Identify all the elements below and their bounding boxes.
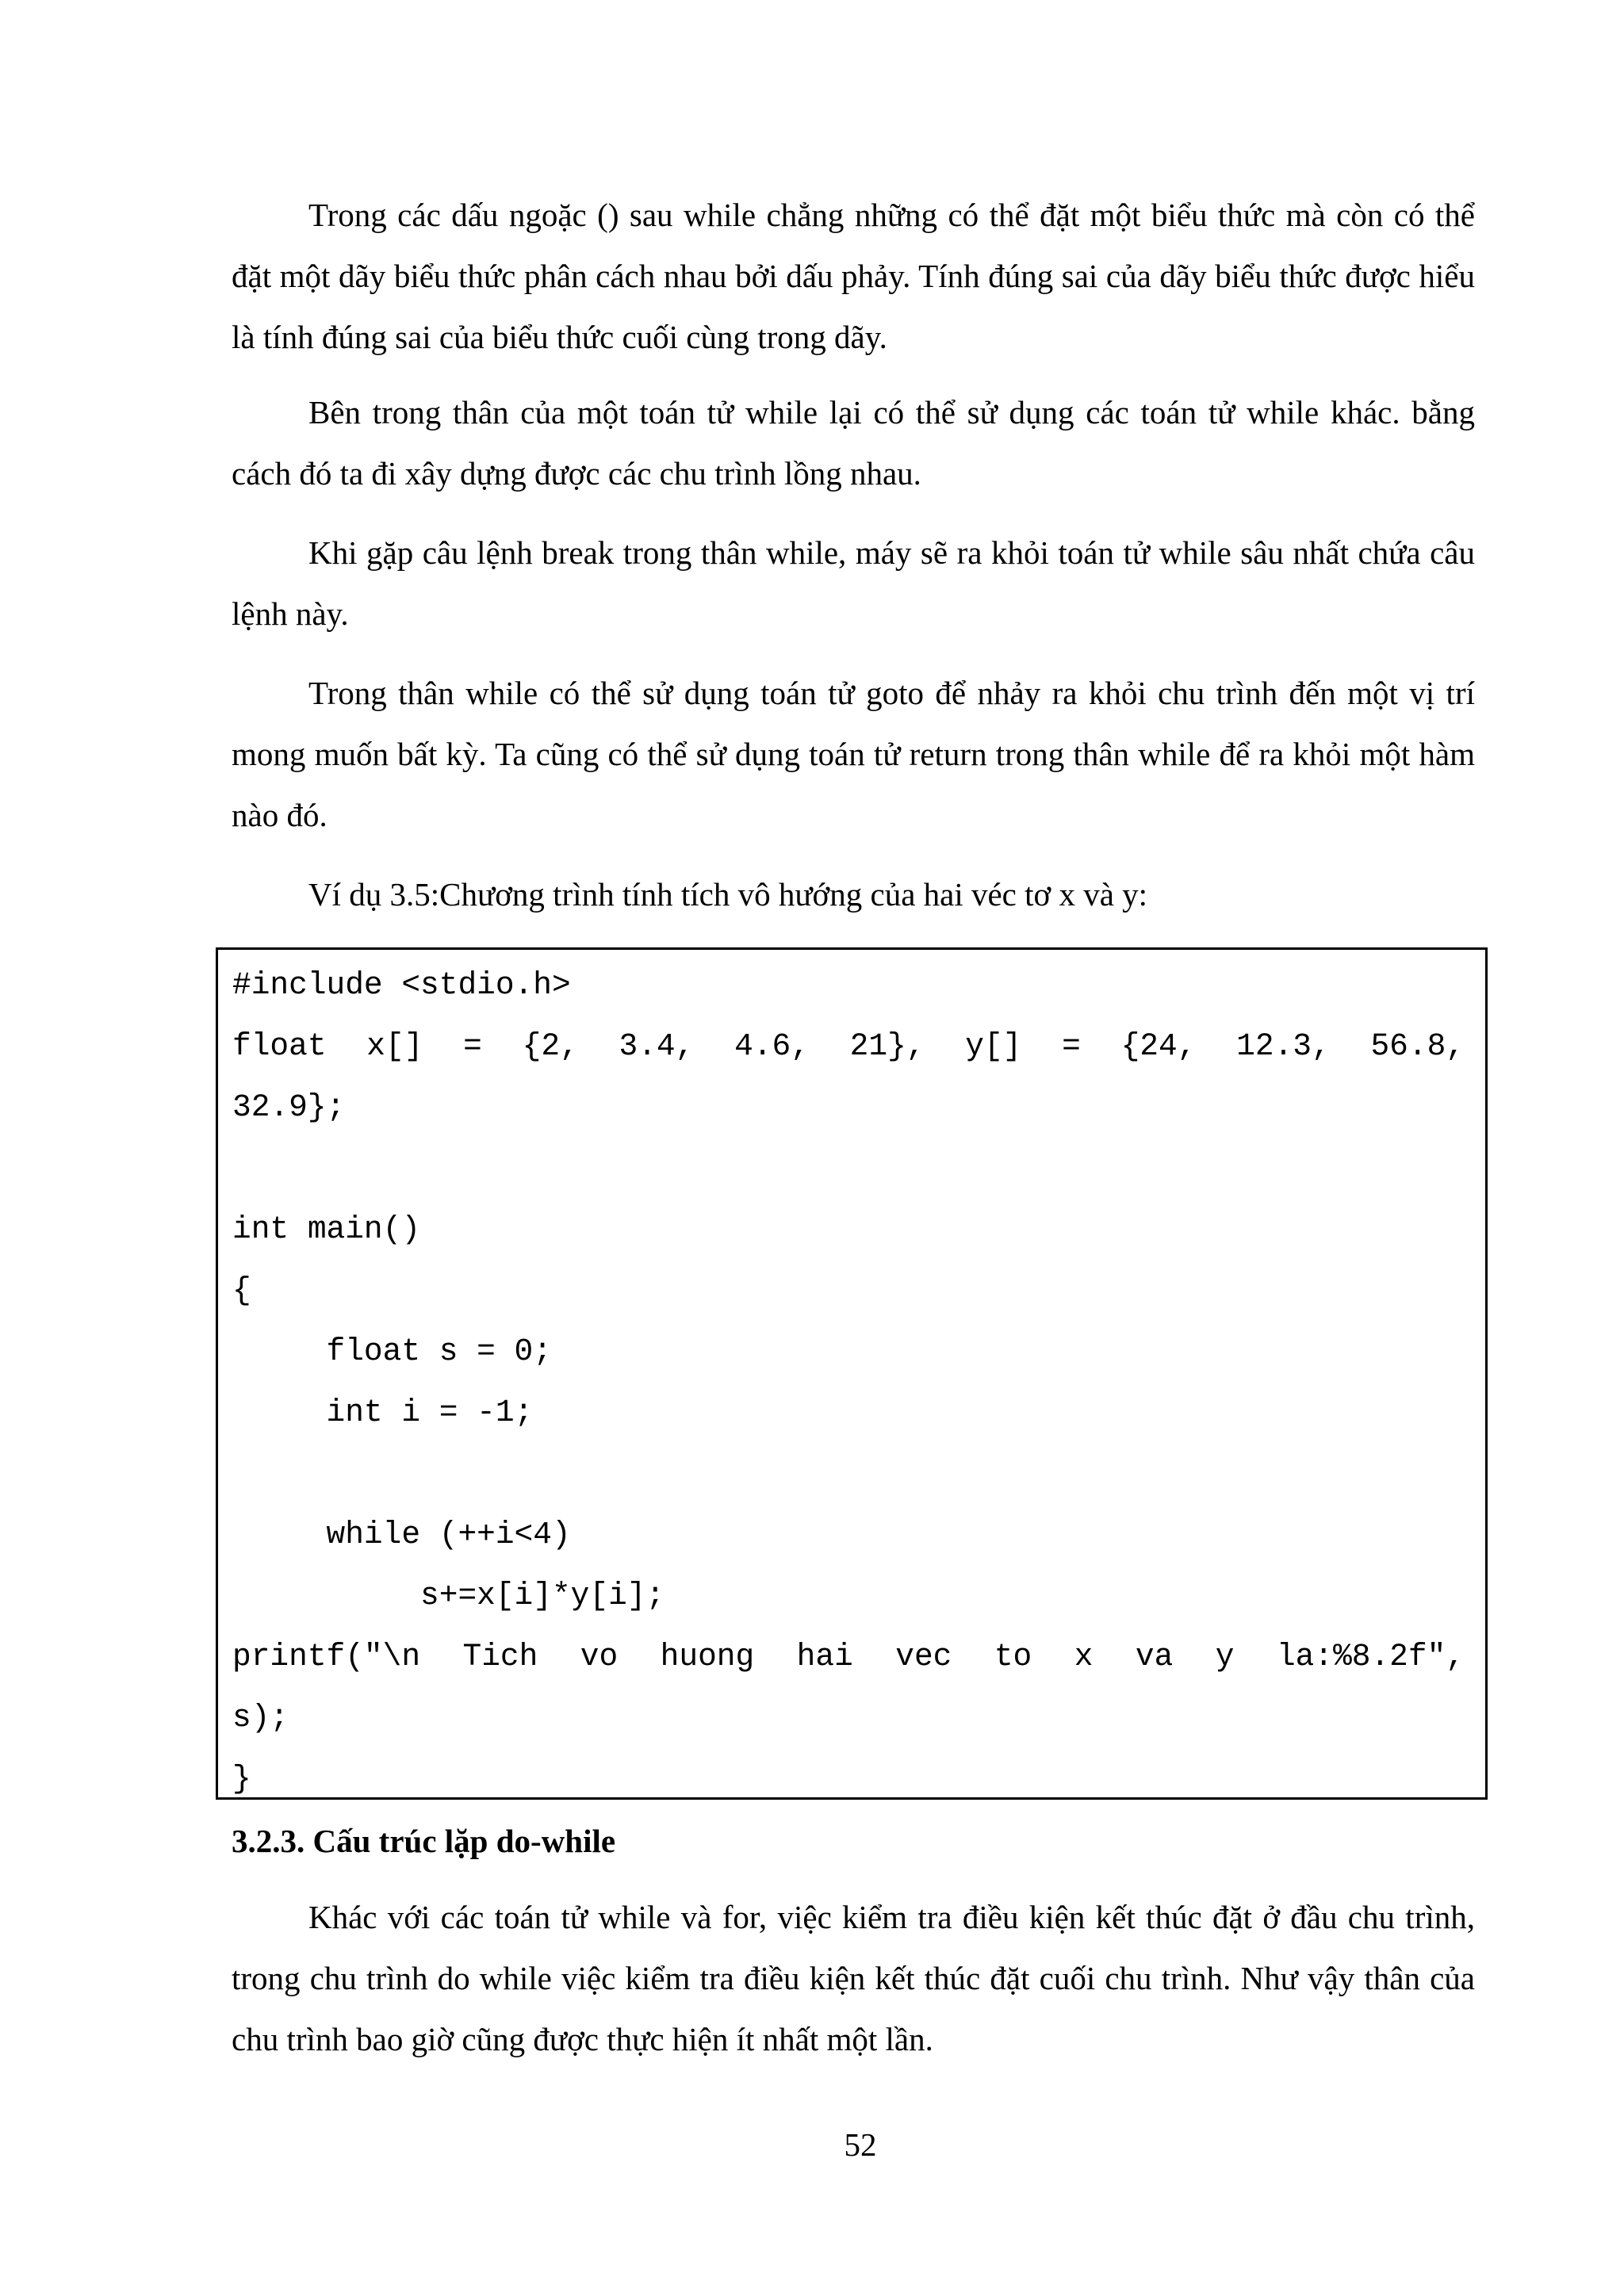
code-line: printf("\n Tich vo huong hai vec to x va y la:%8.2f", [232,1639,1465,1674]
code-line: 32.9}; [232,1089,346,1125]
paragraph-while-condition: Trong các dấu ngoặc () sau while chẳng những có thể đặt một biểu thức mà còn có thể đặt một dãy biểu thức phân cách nhau bởi dấu phảy. Tính đúng sai của dãy biểu thức được hiểu là tính đúng sai của biểu thức cuối cùng trong dãy. [232,197,1475,355]
page-number: 52 [844,2126,877,2163]
code-line: int main() [232,1211,421,1247]
code-line: float s = 0; [232,1334,552,1369]
paragraph-goto-return: Trong thân while có thể sử dụng toán tử goto để nhảy ra khỏi chu trình đến một vị trí mong muốn bất kỳ. Ta cũng có thể sử dụng toán tử return trong thân while để ra khỏi một hàm nào đó. [232,675,1475,833]
code-line: s+=x[i]*y[i]; [232,1578,665,1613]
code-block [216,947,1488,1800]
code-line: #include <stdio.h> [232,967,571,1003]
example-caption: Ví dụ 3.5:Chương trình tính tích vô hướng của hai véc tơ x và y: [308,876,1148,913]
code-line: while (++i<4) [232,1517,571,1552]
section-heading: 3.2.3. Cấu trúc lặp do-while [232,1823,616,1859]
code-line: int i = -1; [232,1395,534,1430]
section-paragraph: Khác với các toán tử while và for, việc kiểm tra điều kiện kết thúc đặt ở đầu chu trình, trong chu trình do while việc kiểm tra điều kiện kết thúc đặt cuối chu trình. Như vậy thân của chu trình bao giờ cũng được thực hiện ít nhất một lần. [232,1899,1475,2057]
code-line: } [232,1761,251,1797]
code-line: s); [232,1700,289,1735]
code-line: float x[] = {2, 3.4, 4.6, 21}, y[] = {24, 12.3, 56.8, [232,1028,1465,1064]
paragraph-nested-while: Bên trong thân của một toán tử while lại có thể sử dụng các toán tử while khác. bằng cách đó ta đi xây dựng được các chu trình lồng nhau. [232,394,1475,492]
paragraph-break-statement: Khi gặp câu lệnh break trong thân while, máy sẽ ra khỏi toán tử while sâu nhất chứa câu lệnh này. [232,534,1475,632]
code-line: { [232,1272,251,1308]
